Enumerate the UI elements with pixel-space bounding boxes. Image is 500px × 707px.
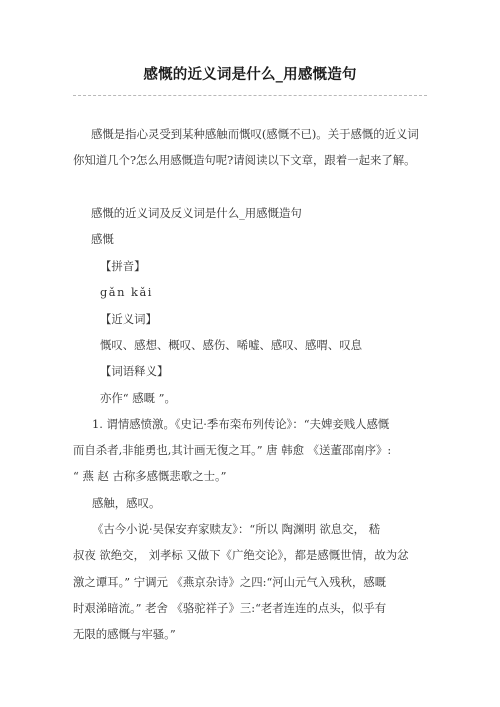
definition-1-line-3: “ 燕 赵 古称多感慨悲歌之士。” [73,469,227,483]
document-title: 感慨的近义词是什么_用感慨造句 [143,67,357,83]
headword: 感慨 [91,232,114,246]
definition-label: 【词语释义】 [100,364,169,378]
citation-line-4: 时艰涕暗流。” 老舍 《骆驼祥子》三:“老者连连的点头，似乎有 [73,601,387,615]
citation-line-5: 无限的感慨与牢骚。” [73,627,176,641]
citation-line-2: 叔夜 欲绝交， 刘孝标 又做下《广绝交论》，都是感慨世情，故为忿 [73,548,409,562]
title-divider [73,95,427,96]
definition-1-line-1: 1. 谓情感愤激。《史记·季布栾布列传论》：“夫婢妾贱人感慨 [92,417,390,431]
intro-line-1: 感慨是指心灵受到某种感触而慨叹(感慨不已)。关于感慨的近义词 [91,127,419,141]
synonyms-label: 【近义词】 [100,312,157,326]
definition-1-line-2: 而自杀者,非能勇也,其计画无復之耳。” 唐 韩愈 《送董邵南序》: [73,443,392,457]
pinyin-value: gǎn kǎi [100,285,153,299]
citation-line-3: 激之谭耳。” 宁调元 《燕京杂诗》之四:“河山元气入残秋，感嘅 [73,575,387,589]
citation-line-1: 《古今小说·吴保安弃家赎友》：“所以 陶渊明 欲息交， 嵇 [92,522,380,536]
pinyin-label: 【拼音】 [100,259,146,273]
intro-line-2: 你知道几个?怎么用感慨造句呢?请阅读以下文章，跟着一起来了解。 [73,153,416,167]
section-heading: 感慨的近义词及反义词是什么_用感慨造句 [91,206,302,220]
synonyms-list: 慨叹、感想、概叹、感伤、唏嘘、感叹、感喟、叹息 [100,338,362,352]
definition-2-gloss: 感触，感叹。 [92,496,161,510]
variant-note: 亦作“ 感嘅 ”。 [100,391,176,405]
